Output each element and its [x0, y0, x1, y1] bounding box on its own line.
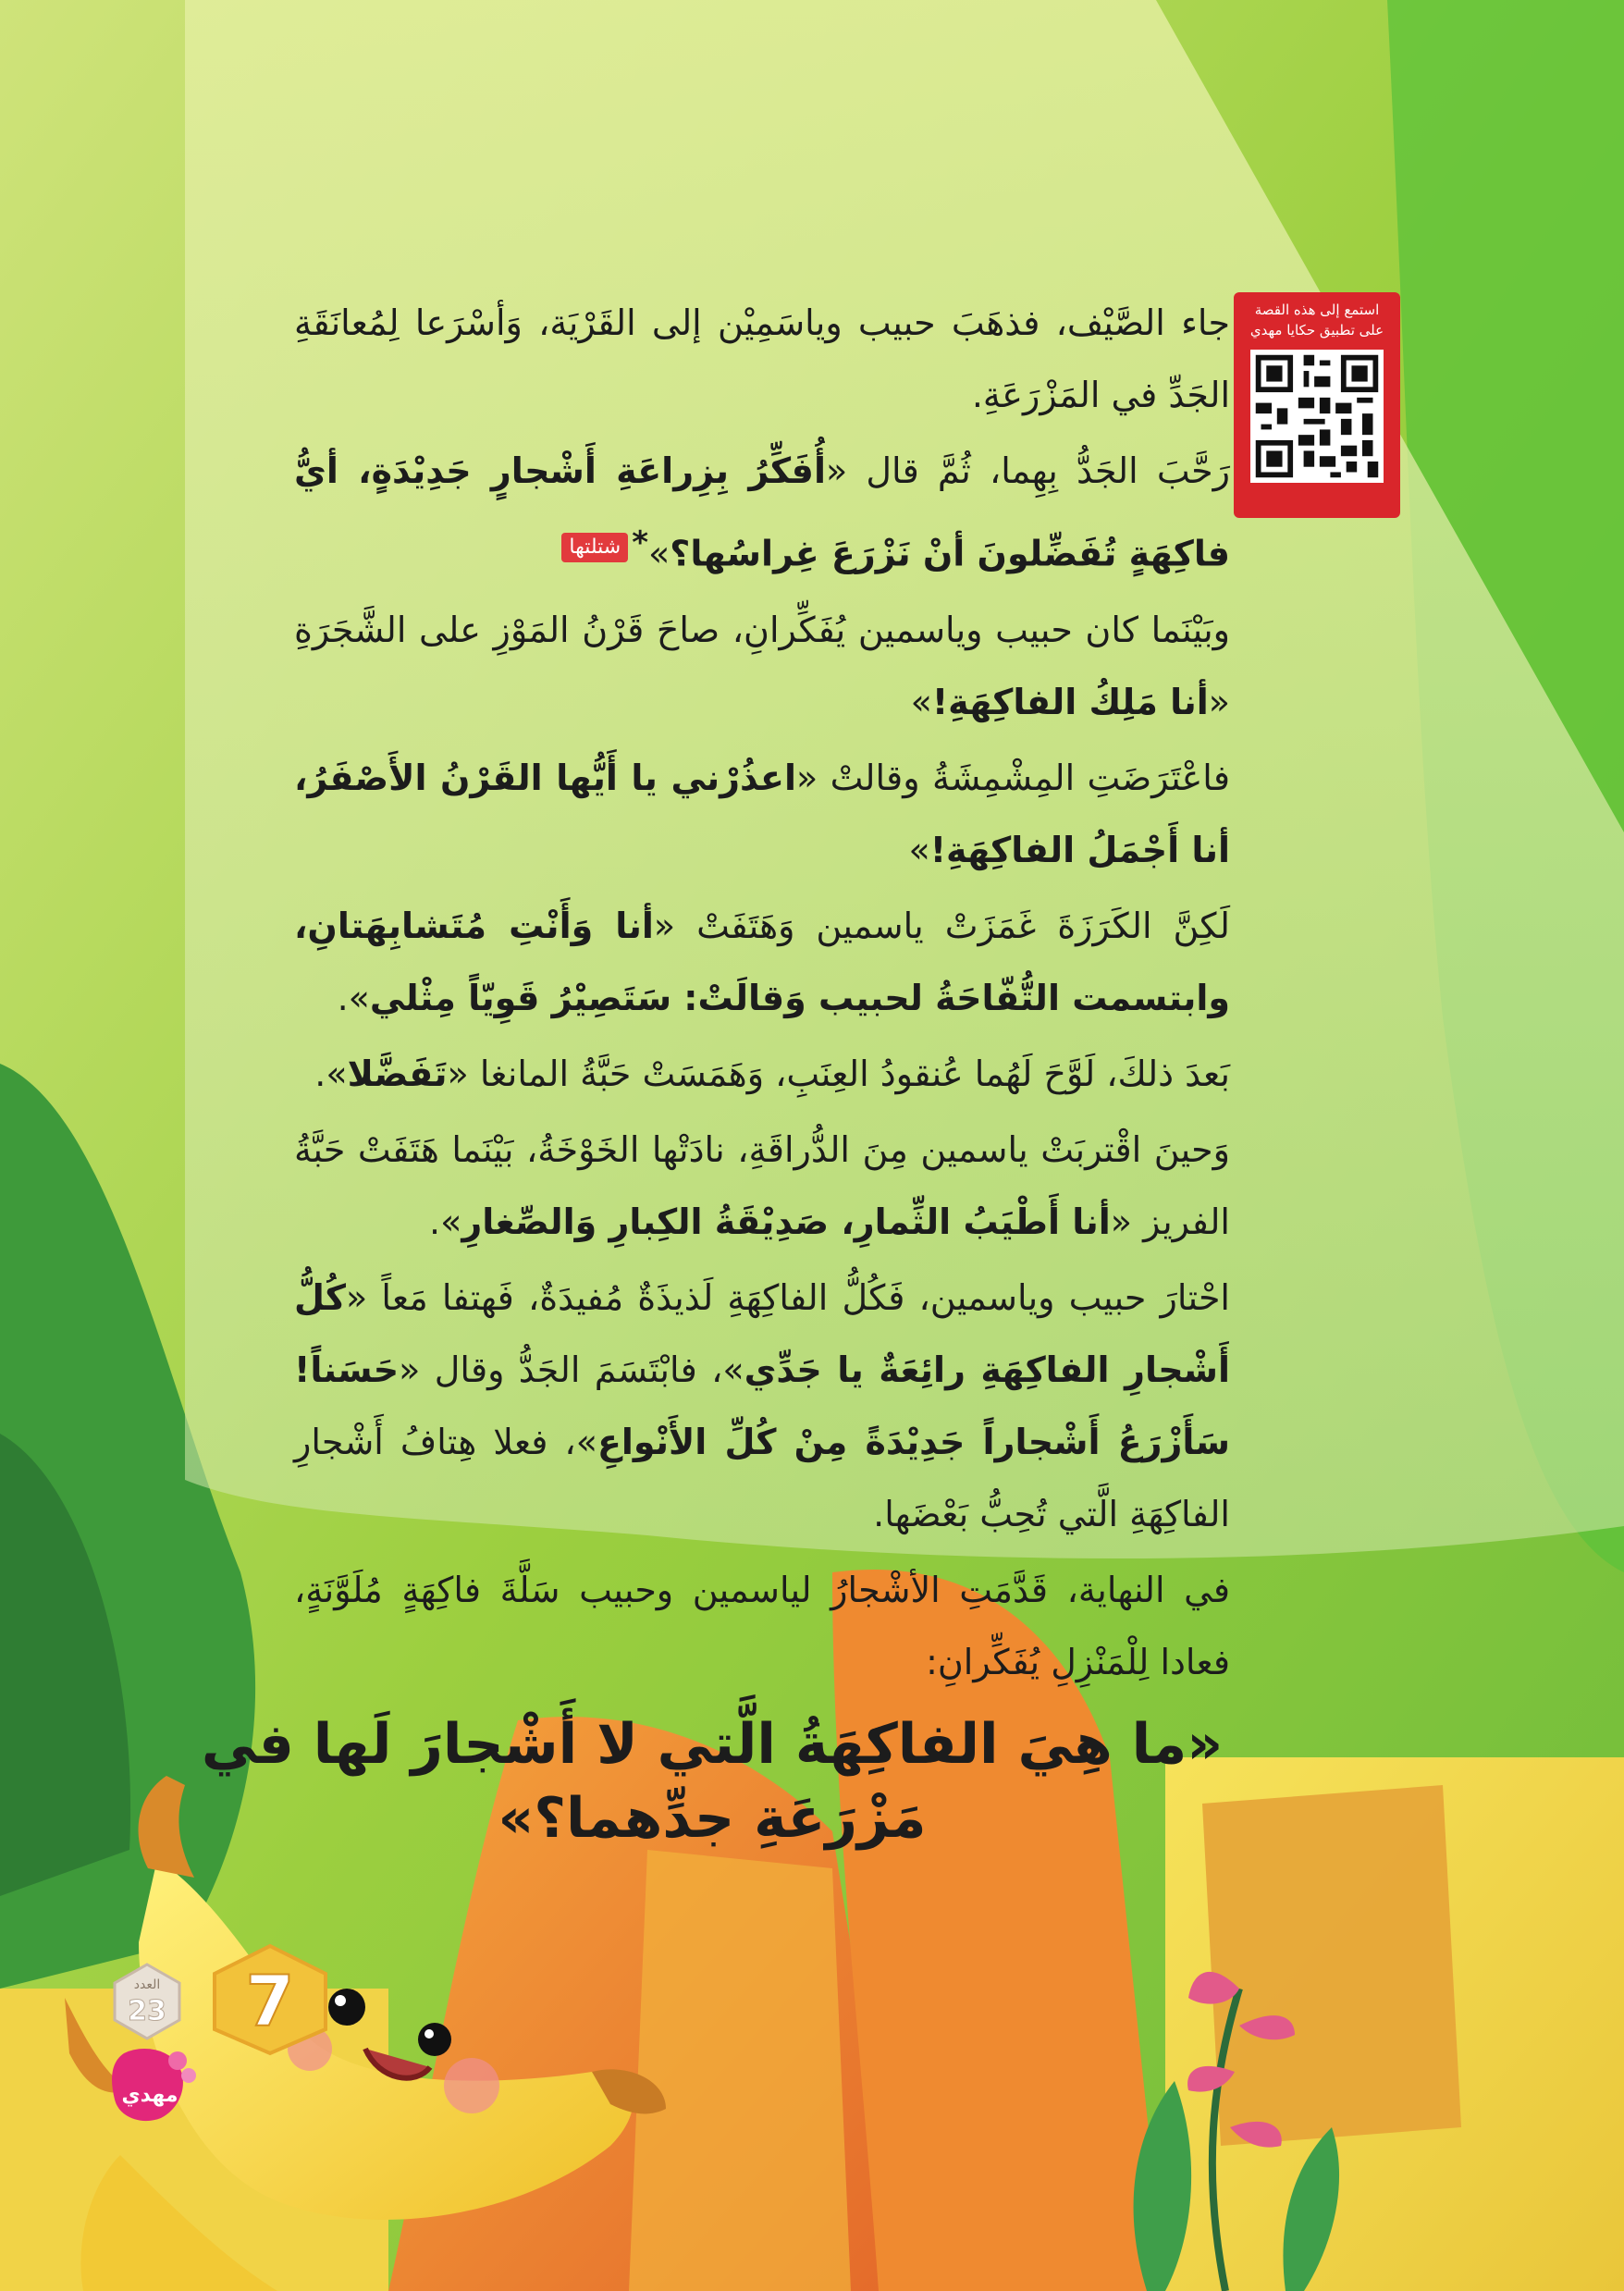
text: لَكِنَّ الكَرَزَةَ غَمَزَتْ ياسمين وَهَتَفَتْ «: [653, 905, 1230, 946]
paragraph: [294, 1262, 1230, 1550]
text: بَعدَ ذلكَ، لَوَّحَ لَهُما عُنقودُ العِنَبِ، وَهَمَسَتْ حَبَّةُ المانغا «: [447, 1053, 1230, 1094]
qr-caption: [1234, 300, 1400, 340]
footnote-tag: شتلتها: [561, 533, 628, 562]
issue-number: 23: [128, 1995, 166, 2027]
text: احْتارَ حبيب وياسمين، فَكُلُّ الفاكِهَةِ لَذيذَةٌ مُفيدَةٌ، فَهتفا مَعاً «: [346, 1276, 1230, 1318]
quote: أنا مَلِكُ الفاكِهَةِ!: [931, 681, 1209, 722]
quote: أنا أَطْيَبُ الثِّمارِ، صَدِيْقَةُ الكِبارِ وَالصِّغارِ: [461, 1201, 1111, 1242]
quote: كُلُّ أَشْجارِ الفاكِهَةِ رائِعَةٌ يا جَدِّي: [294, 1276, 1230, 1390]
text: »، فعلا هِتافُ أَشْجارِ الفاكِهَةِ الَّتي تُحِبُّ بَعْضَها.: [294, 1421, 1230, 1534]
text: »: [910, 681, 932, 722]
paragraph: [294, 1038, 1230, 1110]
text: ».: [314, 1053, 348, 1094]
magazine-logo: [105, 2044, 207, 2137]
qr-code-panel[interactable]: [1234, 292, 1400, 518]
text: فاعْتَرَضَتِ المِشْمِشَةُ وقالتْ «: [795, 757, 1230, 798]
text: »: [648, 533, 671, 574]
quote: اعذُرْني يا أَيُّها القَرْنُ الأَصْفَرُ، أنا أَجْمَلُ الفاكِهَةِ!: [294, 757, 1230, 870]
quote: أُفَكِّرُ بِزِراعَةِ أَشْجارٍ جَدِيْدَةٍ، أيُّ فاكِهَةٍ تُفَضِّلونَ أنْ نَزْرَعَ غِراسُها؟: [294, 450, 1230, 574]
text: وَحينَ اقْتربَتْ ياسمين مِنَ الدُّراقَةِ، نادَتْها الخَوْخَةُ، بَيْنَما هَتَفَتْ حَبَّةُ الفريز «: [294, 1128, 1230, 1242]
paragraph: [294, 594, 1230, 738]
paragraph: [294, 1114, 1230, 1258]
issue-label: العدد: [133, 1977, 161, 1992]
qr-caption-line1: استمع إلى هذه القصة: [1254, 302, 1380, 318]
page-number: 7: [245, 1960, 295, 2042]
text: وبَيْنَما كان حبيب وياسمين يُفَكِّرانِ، صاحَ قَرْنُ المَوْزِ على الشَّجَرَةِ «: [294, 609, 1230, 722]
final-question: «ما هِيَ الفاكِهَةُ الَّتي لا أَشْجارَ لَها في مَزْرَعَةِ جدِّهما؟»: [201, 1711, 1224, 1851]
story-text: [201, 287, 1230, 1855]
qr-caption-line2: على تطبيق حكايا مهدي: [1249, 322, 1384, 339]
text: ».: [429, 1201, 462, 1242]
text: ».: [337, 977, 370, 1018]
paragraph: جاء الصَّيْف، فذهَبَ حبيب وياسَمِيْن إلى القَرْيَة، وَأسْرَعا لِمُعانَقَةِ الجَدِّ في المَزْرَعَةِ.: [294, 302, 1230, 415]
paragraph: [294, 890, 1230, 1034]
issue-badge: [111, 1963, 183, 2040]
paragraph: في النهاية، قَدَّمَتِ الأشْجارُ لياسمين وحبيب سَلَّةَ فاكِهَةٍ مُلَوَّنَةٍ، فعادا لِلْمَنْزِلِ يُفَكِّرانِ:: [294, 1569, 1230, 1682]
text: »: [908, 829, 930, 870]
quote: أنا وَأَنْتِ مُتَشابِهَتانِ، وابتسمت التُّفّاحَةُ لحبيب وَقالَتْ: سَتَصِيْرُ قَوِيّاً مِثْلي: [294, 905, 1230, 1018]
quote: تَفَضَّلا: [347, 1053, 448, 1094]
paragraph: [294, 742, 1230, 886]
paragraph: [294, 435, 1230, 590]
page-number-badge: [209, 1942, 331, 2057]
magazine-name: مهدي: [121, 2084, 178, 2107]
text: »، فابْتَسَمَ الجَدُّ وقال «: [399, 1349, 744, 1390]
quote: حَسَناً! سَأَزْرَعُ أَشْجاراً جَدِيْدَةً مِنْ كُلِّ الأَنْواعِ: [294, 1349, 1230, 1462]
text: رَحَّبَ الجَدُّ بِهِما، ثُمَّ قال «: [825, 450, 1230, 491]
qr-code[interactable]: [1250, 350, 1384, 483]
footnote-star: *: [632, 524, 649, 561]
